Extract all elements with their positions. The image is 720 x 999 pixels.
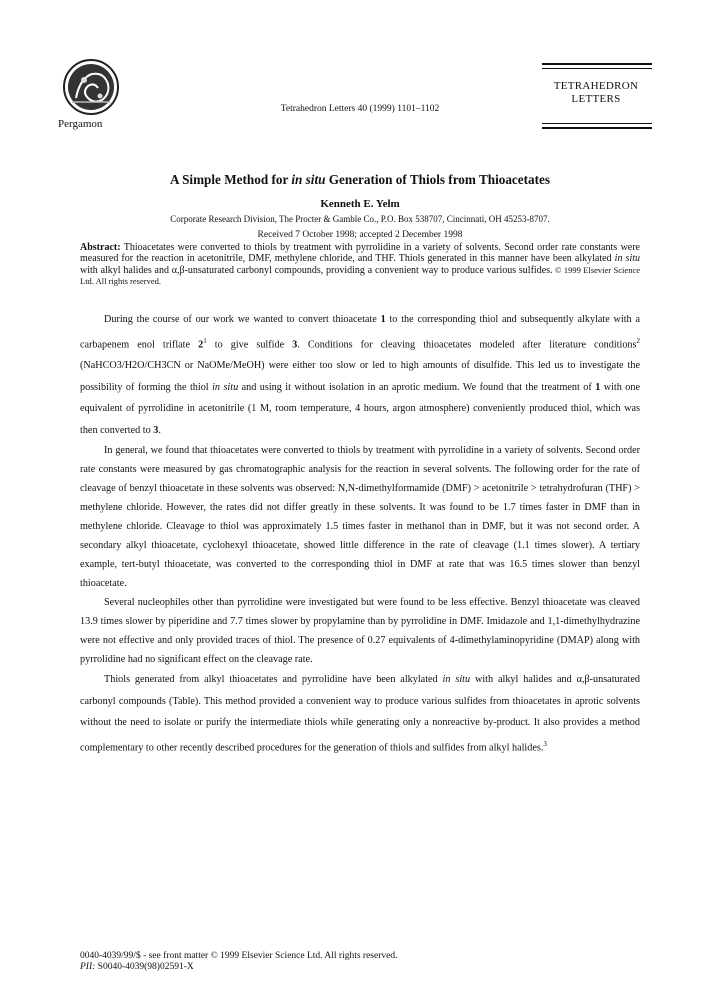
paragraph-3 bbox=[80, 593, 640, 669]
abstract-text-a: Thioacetates were converted to thiols by treatment with pyrrolidine in a variety of solvents. Second order rate constants were measured for the reaction in acetonitrile, DMF, methylene chloride, and THF. Thiols generated in this manner have been alkylated bbox=[80, 242, 640, 264]
article-body bbox=[80, 309, 640, 759]
author-affiliation: Corporate Research Division, The Procter & Gamble Co., P.O. Box 538707, Cincinnati, OH 45253-8707. bbox=[170, 214, 550, 224]
p1-text-a: During the course of our work we wanted to convert thioacetate bbox=[104, 314, 381, 325]
compound-3-ref: 3 bbox=[292, 338, 298, 350]
p1-text-g: and using it without isolation in an aprotic medium. We found that the treatment of bbox=[238, 381, 596, 393]
paragraph-2-text: In general, we found that thioacetates were converted to thiols by treatment with pyrrolidine in a variety of solvents. Second order rate constants were measured by gas chromatographic analysis for the reaction in several solvents. The following order for the rate of cleavage of benzyl thioacetate in these solvents was observed: N,N-dimethylformamide (DMF) > acetonitrile > tetrahydrofuran (THF) > methylene chloride. However, the rates did not differ greatly in these solvents. It was found to be 1.7 times faster in DMF than in methylene chloride. Cleavage to thiol was approximately 1.5 times faster in methanol than in DMF, but it was not second order. A secondary alkyl thioacetate, cyclohexyl thioacetate, showed little difference in the rate of cleavage (1.1 times slower). A tertiary example, tert-butyl thioacetate, was converted to the corresponding thiol in DMF at rate that was 16.5 times slower than benzyl thioacetate. bbox=[80, 445, 640, 590]
p1-text-d: to give sulfide bbox=[206, 338, 293, 350]
compound-1-ref: 1 bbox=[380, 314, 386, 325]
journal-citation: Tetrahedron Letters 40 (1999) 1101–1102 bbox=[280, 104, 440, 114]
ref-3-superscript: 3 bbox=[543, 739, 547, 748]
journal-name-line1: TETRAHEDRON bbox=[553, 80, 639, 92]
footer-copyright: 0040-4039/99/$ - see front matter © 1999 Elsevier Science Ltd. All rights reserved. bbox=[80, 951, 398, 961]
p1-text-h: with one equivalent of pyrrolidine in acetonitrile (1 M, room temperature, 4 hours, argon atmosphere) conveniently produced thiol, which was then converted to bbox=[80, 381, 640, 436]
p1-text-e: . Conditions for cleaving thioacetates modeled after literature conditions bbox=[297, 338, 637, 350]
p4-text-a: Thiols generated from alkyl thioacetates and pyrrolidine have been alkylated bbox=[104, 674, 443, 686]
p1-text-c: to the corresponding thiol and subsequently alkylate with a carbapenem enol triflate bbox=[80, 314, 640, 350]
paragraph-2 bbox=[80, 441, 640, 593]
header-rule-top bbox=[542, 63, 652, 65]
footer bbox=[80, 951, 397, 973]
received-accepted-dates: Received 7 October 1998; accepted 2 December 1998 bbox=[257, 230, 463, 240]
compound-2-ref: 2 bbox=[198, 338, 204, 350]
journal-name bbox=[542, 80, 650, 106]
ref-1-superscript: 1 bbox=[203, 336, 207, 345]
title-text-a: A Simple Method for bbox=[169, 172, 292, 187]
header-rule-bottom bbox=[542, 127, 652, 129]
pii-label: PII: bbox=[80, 962, 96, 972]
p1-text-f: (NaHCO3/H2O/CH3CN or NaOMe/MeOH) were either too slow or led to high amounts of disulfide. This led us to investigate the possibility of forming the thiol bbox=[80, 360, 640, 393]
footer-pii bbox=[80, 962, 397, 973]
p1-italic-in-situ: in situ bbox=[212, 381, 239, 393]
compound-1-ref-2: 1 bbox=[595, 381, 601, 393]
compound-3-ref-2: 3 bbox=[153, 424, 159, 436]
abstract-copyright: © 1999 Elsevier Science Ltd. All rights reserved. bbox=[80, 264, 640, 287]
abstract-text-italic: in situ bbox=[614, 252, 641, 264]
paragraph-1 bbox=[80, 309, 640, 441]
p1-text-end: . bbox=[158, 424, 161, 436]
header-rule-top-thin bbox=[542, 68, 652, 69]
publisher-name: Pergamon bbox=[58, 118, 103, 130]
paragraph-4 bbox=[80, 669, 640, 758]
p4-italic-in-situ: in situ bbox=[442, 674, 471, 686]
header-rule-bottom-thin bbox=[542, 123, 652, 124]
pii-value: S0040-4039(98)02591-X bbox=[95, 962, 194, 972]
title-text-italic: in situ bbox=[291, 172, 326, 187]
abstract-text-b: with alkyl halides and α,β-unsaturated carbonyl compounds, providing a convenient way to produce various sulfides. bbox=[80, 264, 553, 276]
abstract-label: Abstract: bbox=[80, 242, 121, 253]
journal-name-line2: LETTERS bbox=[571, 93, 621, 105]
title-text-b: Generation of Thiols from Thioacetates bbox=[325, 172, 550, 187]
author-name: Kenneth E. Yelm bbox=[320, 198, 400, 210]
p4-text-b: with alkyl halides and α,β-unsaturated carbonyl compounds (Table). This method provided a convenient way to produce various sulfides from thioacetates in aprotic solvents without the need to isolate or purify the intermediate thiols while generating only a nonreactive by-product. It also provides a method complementary to other recently described procedures for the generation of thiols and sulfides from alkyl halides. bbox=[80, 674, 640, 754]
ref-2-superscript: 2 bbox=[636, 336, 640, 345]
abstract bbox=[80, 243, 640, 288]
paragraph-3-text: Several nucleophiles other than pyrrolidine were investigated but were found to be less effective. Benzyl thioacetate was cleaved 13.9 times slower by piperidine and 7.7 times slower by propylamine than by pyrrolidine in DMF. Imidazole and 1,1-dimethylhydrazine were not effective and only provided traces of thiol. The presence of 0.27 equivalents of 4-dimethylaminopyridine (DMAP) along with pyrrolidine had no significant effect on the cleavage rate. bbox=[80, 597, 640, 666]
article-title bbox=[0, 172, 720, 188]
